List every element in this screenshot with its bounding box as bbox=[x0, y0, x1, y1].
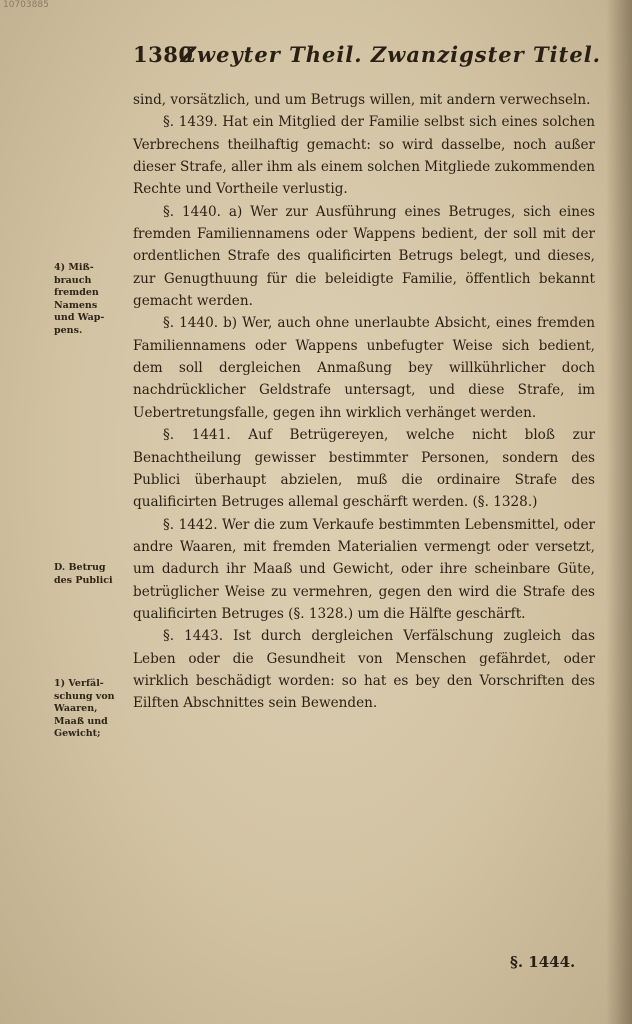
paragraph-1439: §. 1439. Hat ein Mitglied der Familie selbst sich eines solchen Verbrechens theilhaftig gemacht: so wird dasselbe, noch außer dieser Strafe, aller ihm als einem solchen Mitgliede zukommenden Rechte und Vortheile verlustig. bbox=[133, 114, 595, 198]
margin-note-line: fremden bbox=[54, 287, 99, 298]
paragraph-1443: §. 1443. Ist durch dergleichen Verfälschung zugleich das Leben oder die Gesundheit von Menschen gefährdet, oder wirklich beschädigt worden: so hat es bey den Vorschriften des Eilften Abschnittes sein Bewenden. bbox=[133, 628, 595, 712]
paragraph-1441: §. 1441. Auf Betrügereyen, welche nicht bloß zur Benachtheilung gewisser bestimmter Personen, sondern des Publici überhaupt abzielen, muß die ordinaire Strafe des qualificirten Betruges allemal geschärft werden. (§. 1328.) bbox=[133, 427, 595, 511]
margin-note-line: schung von bbox=[54, 690, 115, 702]
margin-note-line: D. Betrug bbox=[54, 562, 106, 573]
margin-note-line: Namens bbox=[54, 299, 98, 311]
margin-note-line: des Publici bbox=[54, 574, 113, 586]
margin-note-line: Gewicht; bbox=[54, 728, 101, 739]
margin-note-line: pens. bbox=[54, 324, 83, 336]
scan-id: 10703885 bbox=[3, 0, 49, 10]
paragraph-continuation: sind, vorsätzlich, und um Betrugs willen, mit andern verwechseln. bbox=[133, 92, 591, 108]
page-edge-shadow bbox=[606, 0, 632, 1024]
margin-note-name-misuse bbox=[54, 262, 130, 337]
margin-note-line: 4) Miß- bbox=[54, 262, 94, 273]
page-number: 1380 bbox=[133, 42, 194, 67]
body-text bbox=[133, 89, 595, 715]
margin-note-line: brauch bbox=[54, 274, 92, 286]
running-title: Zweyter Theil. Zwanzigster Titel. bbox=[180, 42, 601, 67]
paragraph-1442: §. 1442. Wer die zum Verkaufe bestimmten Lebensmittel, oder andre Waaren, mit fremden Materialien vermengt oder versetzt, um dadurch ihr Maaß und Gewicht, oder ihre scheinbare Güte, betrüglicher Weise zu vermehren, gegen den wird die Strafe des qualificirten Betruges (§. 1328.) um die Hälfte geschärft. bbox=[133, 516, 595, 622]
catchword: §. 1444. bbox=[510, 953, 576, 971]
margin-note-line: 1) Verfäl- bbox=[54, 678, 104, 689]
margin-note-public-fraud bbox=[54, 562, 130, 587]
paragraph-1440-b: §. 1440. b) Wer, auch ohne unerlaubte Absicht, eines fremden Familiennamens oder Wappens unbefugter Weise sich bedient, dem soll dergleichen Anmaßung bey willkührlicher doch nachdrücklicher Geldstrafe untersagt, und diese Strafe, im Uebertretungsfalle, gegen ihn wirklich verhänget werden. bbox=[133, 315, 595, 421]
running-head bbox=[133, 42, 601, 76]
margin-note-adulteration bbox=[54, 678, 130, 741]
margin-note-line: Waaren, bbox=[54, 703, 98, 714]
paragraph-1440-a: §. 1440. a) Wer zur Ausführung eines Betruges, sich eines fremden Familiennamens oder Wappens bedient, der soll mit der ordentlichen Strafe des qualificirten Betrugs belegt, und dieses, zur Genugthuung für die beleidigte Familie, öffentlich bekannt gemacht werden. bbox=[133, 203, 595, 310]
margin-note-line: und Wap- bbox=[54, 312, 105, 323]
margin-note-line: Maaß und bbox=[54, 715, 108, 727]
